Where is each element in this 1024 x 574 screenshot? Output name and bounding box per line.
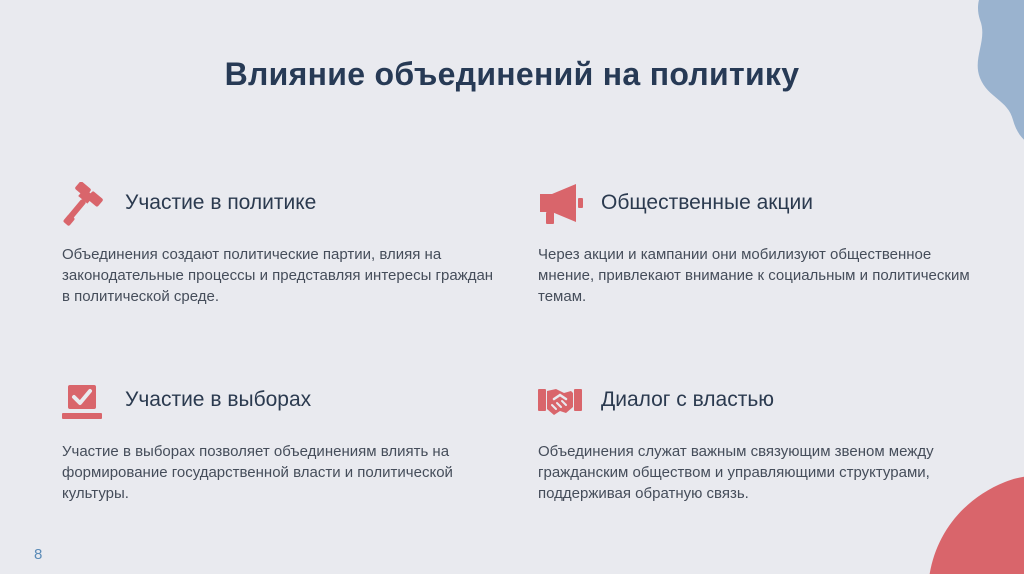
- card-body: Через акции и кампании они мобилизуют общественное мнение, привлекают внимание к социальным и политическим темам.: [538, 246, 970, 305]
- card-body: Объединения служат важным связующим звеном между гражданским обществом и управляющими структурами, поддерживая обратную связь.: [538, 443, 934, 502]
- card-body: Участие в выборах позволяет объединениям влиять на формирование государственной власти и политической культуры.: [62, 443, 453, 502]
- card-heading: Общественные акции: [601, 191, 813, 214]
- slide-title: Влияние объединений на политику: [224, 56, 800, 92]
- gavel-icon: [62, 182, 108, 228]
- megaphone-icon: [538, 182, 584, 228]
- page-number: 8: [34, 546, 43, 563]
- handshake-icon: [538, 379, 584, 425]
- card-heading: Участие в выборах: [125, 388, 312, 411]
- ballot-box-icon: [62, 379, 108, 425]
- card-heading: Участие в политике: [125, 191, 317, 214]
- card-heading: Диалог с властью: [601, 388, 775, 411]
- card-body: Объединения создают политические партии, влияя на законодательные процессы и представляя интересы граждан в политической среде.: [62, 246, 494, 305]
